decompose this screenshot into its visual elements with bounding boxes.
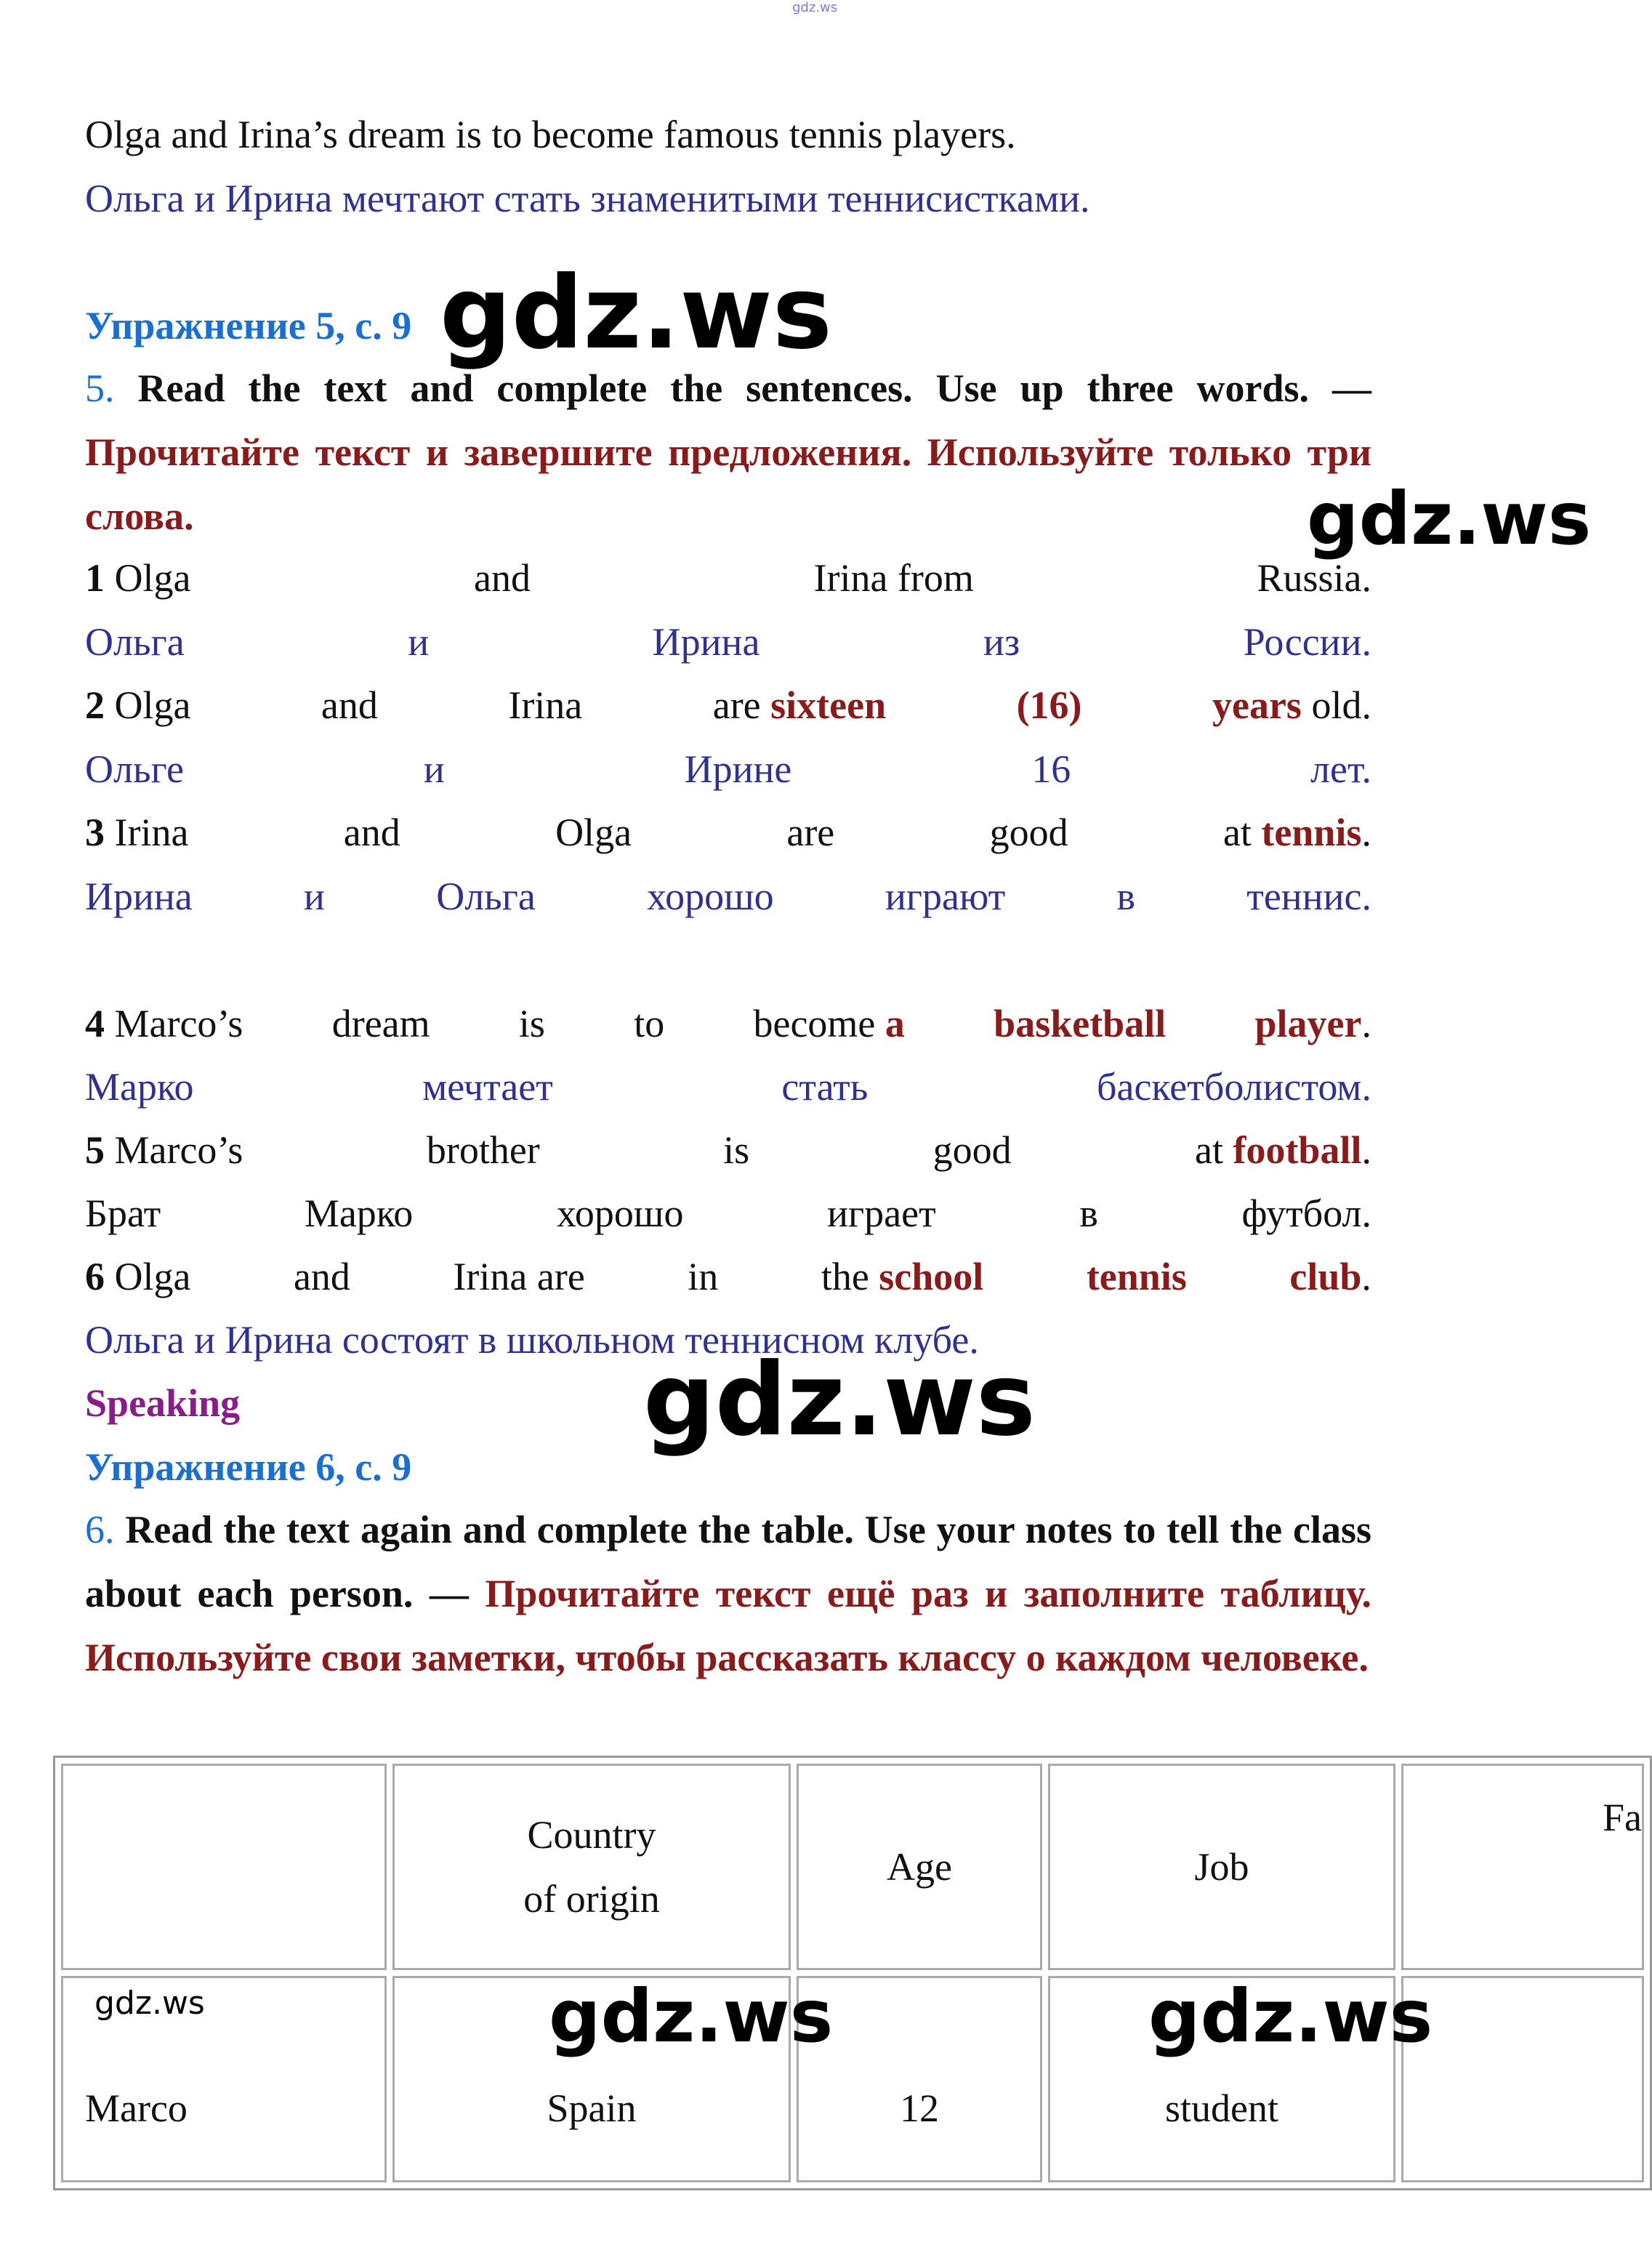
answer: sixteen bbox=[770, 683, 887, 727]
answer: school bbox=[879, 1255, 984, 1298]
answer: (16) bbox=[1016, 683, 1082, 727]
answer: football bbox=[1233, 1128, 1362, 1172]
answer: years bbox=[1212, 683, 1302, 727]
task-number: 5. bbox=[85, 366, 115, 410]
answer: club bbox=[1289, 1255, 1362, 1298]
task-english: Read the text and complete the sentences. Use up three words. — bbox=[137, 366, 1372, 410]
sentence-3-translation: Ирина и Ольга хорошо играют в теннис. bbox=[85, 875, 1371, 918]
cell-job: student bbox=[1048, 1976, 1395, 2182]
watermark: gdz.ws bbox=[440, 254, 832, 371]
sentence-1: 1 Olga and Irina from Russia. bbox=[85, 556, 1371, 600]
exercise-6-header: Упражнение 6, с. 9 bbox=[85, 1445, 412, 1489]
info-table bbox=[53, 1756, 1652, 2190]
answer: a bbox=[885, 1002, 905, 1045]
watermark: gdz.ws bbox=[94, 1985, 205, 2022]
task-number: 6. bbox=[85, 1508, 115, 1551]
sentence-3: 3 Irina and Olga are good at tennis. bbox=[85, 811, 1371, 854]
cell-fa bbox=[1401, 1976, 1644, 2182]
sentence-6-translation: Ольга и Ирина состоят в школьном теннисном клубе. bbox=[85, 1318, 979, 1362]
top-watermark: gdz.ws bbox=[792, 0, 838, 15]
intro-russian: Ольга и Ирина мечтают стать знаменитыми теннисистками. bbox=[85, 177, 1090, 220]
watermark: gdz.ws bbox=[1307, 476, 1592, 561]
answer: player bbox=[1254, 1002, 1362, 1045]
watermark: gdz.ws bbox=[643, 1341, 1036, 1458]
task-russian: Прочитайте текст и завершите предложения. Используйте только три слова. bbox=[85, 430, 1371, 538]
task-english: Read the text again and complete the table. Use your notes to tell the class about each person. — bbox=[85, 1508, 1372, 1615]
sentence-2-translation: Ольге и Ирине 16 лет. bbox=[85, 747, 1371, 791]
task-russian: Прочитайте текст ещё раз и заполните таблицу. Используйте свои заметки, чтобы рассказать классу о каждом человеке. bbox=[85, 1572, 1372, 1679]
answer: tennis bbox=[1261, 811, 1362, 854]
sentence-5-translation: Брат Марко хорошо играет в футбол. bbox=[85, 1192, 1371, 1235]
speaking-heading: Speaking bbox=[85, 1381, 241, 1425]
sentence-2: 2 Olga and Irina are sixteen (16) years old. bbox=[85, 680, 1371, 731]
header-cell-age: Age bbox=[797, 1764, 1042, 1970]
sentence-5: 5 Marco’s brother is good at football. bbox=[85, 1128, 1371, 1172]
header-cell-fa: Fa bbox=[1401, 1764, 1644, 1970]
exercise-5-task bbox=[85, 356, 1371, 548]
watermark: gdz.ws bbox=[549, 1974, 834, 2059]
sentence-6: 6 Olga and Irina are in the school tennis club. bbox=[85, 1251, 1371, 1302]
header-cell-name bbox=[61, 1764, 387, 1970]
table-header-row bbox=[61, 1764, 1644, 1970]
sentence-4: 4 Marco’s dream is to become a basketball player. bbox=[85, 998, 1371, 1049]
exercise-5-header: Упражнение 5, с. 9 bbox=[85, 304, 412, 347]
cell-country: Spain bbox=[392, 1976, 791, 2182]
header-cell-country: Country of origin bbox=[392, 1764, 791, 1970]
header-cell-job: Job bbox=[1048, 1764, 1395, 1970]
watermark: gdz.ws bbox=[1148, 1974, 1433, 2059]
cell-age: 12 bbox=[797, 1976, 1042, 2182]
exercise-6-task bbox=[85, 1498, 1371, 1689]
intro-english: Olga and Irina’s dream is to become famous tennis players. bbox=[85, 113, 1016, 156]
sentence-1-translation: Ольга и Ирина из России. bbox=[85, 620, 1371, 664]
cell-name: Marco bbox=[61, 1976, 387, 2182]
sentence-4-translation: Марко мечтает стать баскетболистом. bbox=[85, 1065, 1371, 1109]
answer: tennis bbox=[1086, 1255, 1187, 1298]
answer: basketball bbox=[994, 1002, 1167, 1045]
